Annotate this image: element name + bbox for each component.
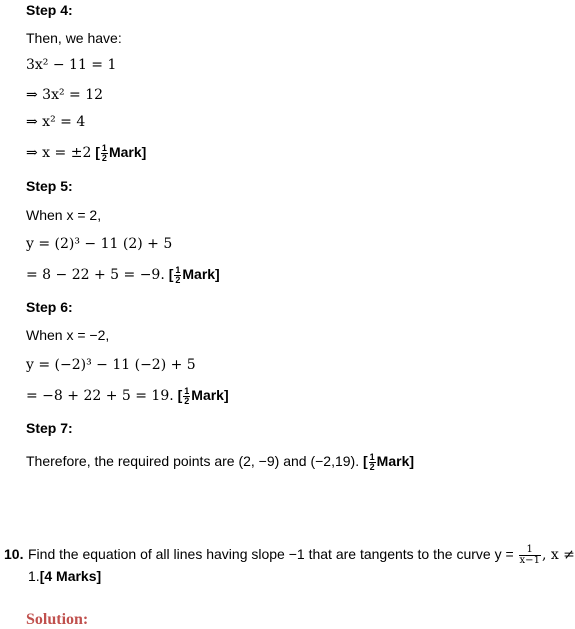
step7-conclusion-line: [26, 452, 414, 472]
question-fraction: $\frac{1}{x-1}$: [519, 544, 540, 566]
step6-equation-2: = −8 + 22 + 5 = 19.: [26, 388, 174, 404]
question-continued: 1.: [28, 568, 40, 584]
step4-equation-3: ⇒ x² = 4: [26, 114, 86, 130]
step5-equation-2: = 8 − 22 + 5 = −9.: [26, 267, 165, 283]
step6-heading: Step 6:: [26, 299, 73, 315]
mark-bracket-open: [: [177, 387, 183, 403]
step5-when: When x = 2,: [26, 207, 102, 223]
mark-bracket-open: [: [95, 144, 100, 160]
mark-bracket-open: [: [362, 453, 368, 469]
step5-heading: Step 5:: [26, 178, 73, 194]
question-number: 10.: [4, 546, 24, 562]
half-fraction: $\frac{1}{2}$: [369, 451, 375, 472]
question-marks: [4 Marks]: [39, 568, 102, 584]
half-fraction: $\frac{1}{2}$: [101, 142, 107, 163]
step7-conclusion: Therefore, the required points are (2, −9) and (−2,19).: [26, 453, 360, 469]
step6-equation-2-line: [26, 386, 229, 406]
step7-heading: Step 7:: [26, 420, 73, 436]
half-fraction: $\frac{1}{2}$: [175, 264, 181, 285]
half-fraction: $\frac{1}{2}$: [184, 385, 190, 406]
step4-equation-4: ⇒ x = ±2: [26, 145, 92, 161]
solution-label: Solution:: [26, 611, 89, 628]
mark-bracket-open: [: [168, 266, 174, 282]
question-line-2: [28, 567, 101, 585]
step6-equation-1: y = (−2)³ − 11 (−2) + 5: [26, 357, 196, 373]
mark-label: Mark]: [376, 453, 415, 469]
step4-heading: Step 4:: [26, 2, 73, 18]
step4-equation-4-line: [26, 143, 146, 163]
step5-equation-2-line: [26, 265, 220, 285]
mark-label: Mark]: [191, 387, 229, 403]
step4-equation-1: 3x² − 11 = 1: [26, 57, 117, 73]
step5-equation-1: y = (2)³ − 11 (2) + 5: [26, 236, 173, 252]
question-tail: , x ≠: [541, 547, 575, 564]
question-text-line: [28, 545, 575, 566]
mark-label: Mark]: [108, 144, 147, 160]
step4-equation-2: ⇒ 3x² = 12: [26, 87, 104, 103]
mark-label: Mark]: [182, 266, 220, 282]
step6-when: When x = −2,: [26, 327, 110, 343]
step4-intro: Then, we have:: [26, 30, 122, 46]
question-text: Find the equation of all lines having slope −1 that are tangents to the curve y =: [28, 546, 514, 563]
